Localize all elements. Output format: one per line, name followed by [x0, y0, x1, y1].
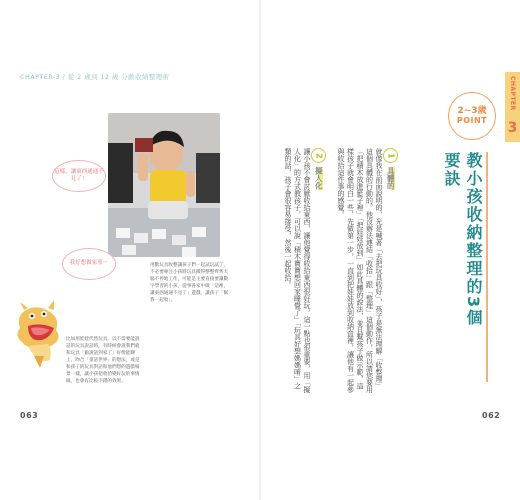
speech-bubble-top: 這樣，讓東西通通不見了！: [52, 160, 106, 192]
page-number-right: 062: [482, 411, 501, 420]
page-number-left: 063: [20, 411, 39, 420]
main-title: 教小孩收納整理的3個要訣: [442, 152, 483, 328]
title-accent-line: [486, 152, 488, 382]
body-text: [274, 148, 398, 396]
child-photo: [108, 113, 220, 257]
hand-puppet-illustration: [10, 298, 68, 368]
side-note: 比如用娃娃代替玩具，以不需要能說話的玩具說話時，有時候會說我們就和玩具「偷說話到家了」好像能聊上，吻合「童話世界」的想法，或是和孩子的玩具對話和他們想的遊戲場景一樣，讓小孩把收拾變好玩的事情做，也會有比較不錯的效果。: [66, 337, 140, 384]
section-1-title: 具體的: [386, 167, 396, 190]
chapter-tab-label: CHAPTER: [509, 76, 516, 111]
section-2-number: 2: [311, 148, 326, 163]
section-1-number: 1: [383, 148, 398, 163]
point-age: 2~3歲: [457, 106, 487, 116]
point-word: POINT: [456, 116, 488, 125]
photo-caption: 用數玩具收整讓孩子們一起試玩試了，不必要專注小孩將玩具搬得整整齊齊大腦不停地工作，可能是主要直接要讓數字學習的小孩，從事各家中做「這裡，讓東西通通不見了」遊戲，讓孩子「幫我一起收」。: [150, 263, 229, 303]
section-1-text: 就像我在前面說明的，光是喊著「去把玩具收好」，孩子是無法理解「收整理」這個具體的行動的。他沒辦法連結「收拾」跟「整理」這個動作，所以請您要用「把積木放進籃子裡」「把娃娃放到」如此具體的說法，並且幫孩子做示範，這樣孩子就會明白一些，先做第一步，一直到把娃娃放到收納盒裡，讓他有一起參與收拾這件事的感覺。: [337, 148, 383, 393]
chapter-tab: [505, 72, 520, 142]
section-2-title: 擬人化: [314, 167, 324, 190]
chapter-tab-number: 3: [507, 120, 518, 136]
point-badge: [448, 92, 496, 140]
book-spine: [259, 0, 261, 500]
section-2-text: 讓小孩不會討厭收拾東西，讓他覺得收拾東西很好玩，這一點也很重要，用「擬人化」的方式教孩子，可以說「積木寶寶想回家睡覺了」「玩具好想媽媽唷」之類的話，孩子會很容易接受，然後一起收拾。: [284, 148, 311, 393]
chapter-header: CHAPTER-3 / 從 2 歲到 12 歲 分齡收納整理術: [20, 73, 170, 81]
speech-bubble-bottom: 我好想做家事～: [62, 248, 116, 280]
